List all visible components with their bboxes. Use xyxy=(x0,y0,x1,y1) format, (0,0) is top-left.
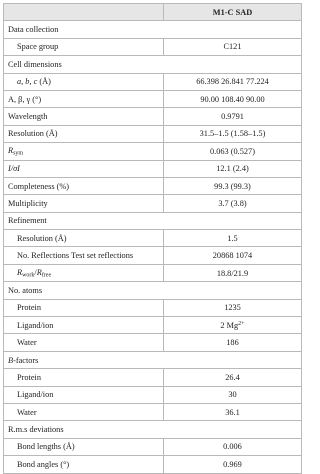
table-row xyxy=(4,299,302,316)
row-value: 0.006 xyxy=(164,438,302,455)
row-value: 12.1 (2.4) xyxy=(164,160,302,177)
table-row xyxy=(4,403,302,420)
row-value: 26.4 xyxy=(164,369,302,386)
row-label: No. Reflections Test set reflections xyxy=(4,247,164,264)
row-label: Protein xyxy=(4,369,164,386)
column-header: M1-C SAD xyxy=(164,4,302,21)
row-label xyxy=(4,143,164,160)
b-symbol: B xyxy=(8,355,14,365)
row-value: 0.063 (0.527) xyxy=(164,143,302,160)
section-row-no-atoms xyxy=(4,282,302,299)
row-label xyxy=(4,264,164,281)
table-row xyxy=(4,90,302,107)
row-value: C121 xyxy=(164,38,302,55)
crystallography-table xyxy=(3,3,302,474)
r-free-symbol: R xyxy=(36,267,42,277)
row-label: I/σI xyxy=(4,160,164,177)
header-blank-cell xyxy=(4,4,164,21)
table-row xyxy=(4,369,302,386)
row-value: 186 xyxy=(164,334,302,351)
row-label: Ligand/ion xyxy=(4,317,164,334)
section-label: Data collection xyxy=(4,21,302,38)
section-label xyxy=(4,351,302,368)
row-value: 0.9791 xyxy=(164,108,302,125)
row-label: Water xyxy=(4,403,164,420)
row-value: 1.5 xyxy=(164,230,302,247)
row-label-suffix: (Å) xyxy=(37,77,51,87)
r-subscript: sym xyxy=(13,150,24,157)
row-value: 90.00 108.40 90.00 xyxy=(164,90,302,107)
section-row-rms-deviations xyxy=(4,421,302,438)
row-label: Wavelength xyxy=(4,108,164,125)
row-value: 30 xyxy=(164,386,302,403)
table-row xyxy=(4,177,302,194)
row-label: Water xyxy=(4,334,164,351)
row-value: 18.8/21.9 xyxy=(164,264,302,281)
section-row-cell-dimensions xyxy=(4,56,302,73)
table-row xyxy=(4,125,302,142)
table-row xyxy=(4,195,302,212)
table-row xyxy=(4,160,302,177)
r-work-subscript: work xyxy=(22,272,35,279)
b-suffix: -factors xyxy=(13,355,39,365)
table-row xyxy=(4,108,302,125)
row-label xyxy=(4,73,164,90)
r-work-symbol: R xyxy=(17,267,23,277)
row-label: Bond angles (°) xyxy=(4,456,164,473)
row-value: 31.5–1.5 (1.58–1.5) xyxy=(164,125,302,142)
row-label: Bond lengths (Å) xyxy=(4,438,164,455)
table-header-row xyxy=(4,4,302,21)
r-separator: / xyxy=(34,267,37,277)
row-value: 66.398 26.841 77.224 xyxy=(164,73,302,90)
table-row xyxy=(4,143,302,160)
row-value: 3.7 (3.8) xyxy=(164,195,302,212)
table-row xyxy=(4,230,302,247)
table-row xyxy=(4,38,302,55)
table-row xyxy=(4,456,302,473)
row-value: 20868 1074 xyxy=(164,247,302,264)
row-label: Α, β, γ (°) xyxy=(4,90,164,107)
row-value: 1235 xyxy=(164,299,302,316)
row-label-italic: a, b, c xyxy=(17,77,38,87)
table-row xyxy=(4,264,302,281)
section-row-refinement xyxy=(4,212,302,229)
row-label: Resolution (Å) xyxy=(4,125,164,142)
ion-charge: 2+ xyxy=(238,320,245,327)
row-label: Multiplicity xyxy=(4,195,164,212)
row-value: 99.3 (99.3) xyxy=(164,177,302,194)
table-row xyxy=(4,334,302,351)
table-row xyxy=(4,386,302,403)
section-label: Cell dimensions xyxy=(4,56,302,73)
section-label: R.m.s deviations xyxy=(4,421,302,438)
row-label: Completeness (%) xyxy=(4,177,164,194)
r-free-subscript: free xyxy=(41,272,52,279)
row-value: 0.969 xyxy=(164,456,302,473)
table-row xyxy=(4,73,302,90)
r-symbol: R xyxy=(8,146,14,156)
section-label: No. atoms xyxy=(4,282,302,299)
section-label: Refinement xyxy=(4,212,302,229)
row-label: Resolution (Å) xyxy=(4,230,164,247)
section-row-data-collection xyxy=(4,21,302,38)
ion-count: 2 Mg xyxy=(220,320,239,330)
row-value: 36.1 xyxy=(164,403,302,420)
row-value xyxy=(164,317,302,334)
table-row xyxy=(4,317,302,334)
table-row xyxy=(4,438,302,455)
row-label: Ligand/ion xyxy=(4,386,164,403)
section-row-b-factors xyxy=(4,351,302,368)
row-label: Space group xyxy=(4,38,164,55)
row-label: Protein xyxy=(4,299,164,316)
table-row xyxy=(4,247,302,264)
